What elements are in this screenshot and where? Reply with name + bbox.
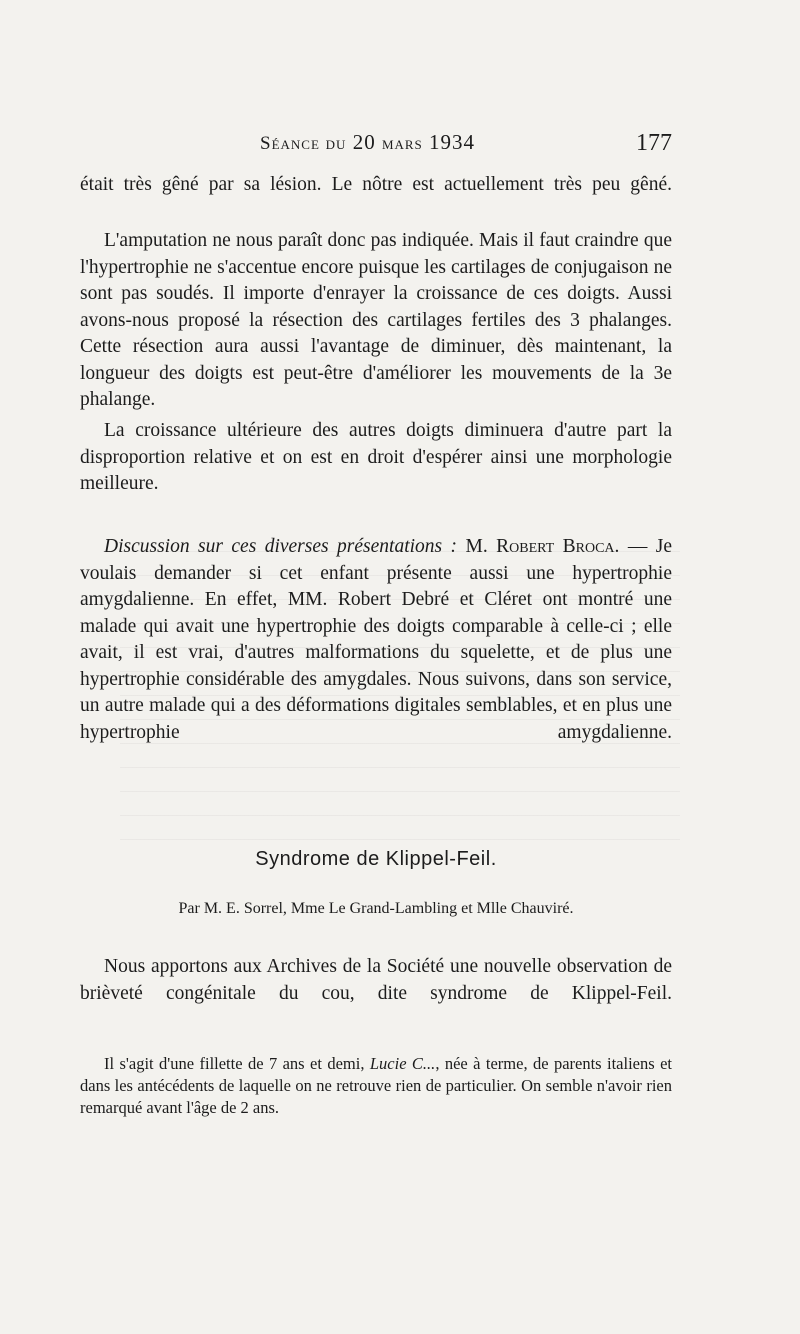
header-seance: Séance du [260,133,347,154]
header-title [260,130,475,155]
section-authors: Par M. E. Sorrel, Mme Le Grand-Lambling et Mlle Chauviré. [178,900,574,917]
page-number: 177 [636,130,672,156]
paragraph-6 [80,1053,672,1119]
discussion-paragraph [80,534,672,746]
paragraph-5 [80,954,672,1007]
header-month: mars [381,133,423,154]
discussion-label: Discussion sur ces diverses présentations : [104,536,458,557]
paragraph-1 [80,172,672,199]
header-day: 20 [352,130,376,154]
paragraph-6-text-a: Il s'agit d'une fillette de 7 ans et demi, [104,1054,370,1073]
paragraph-6-text-b: , née à terme, de parents italiens et dans les antécédents de laquelle on ne retrouve rien de particulier. On semble n'avoir rien remarqué avant l'âge de 2 ans. [80,1054,672,1117]
section-title: Syndrome de Klippel-Feil. [255,848,497,870]
running-header [80,130,672,162]
paragraph-5-text: Nous apportons aux Archives de la Société une nouvelle observation de brièveté congénitale du cou, dite syndrome de Klippel-Feil. [80,956,672,1004]
header-year: 1934 [429,130,476,154]
discussion-speaker: M. Robert Broca. — [465,536,648,557]
paragraph-3-text: La croissance ultérieure des autres doigts diminuera d'autre part la disproportion relative et on est en droit d'espérer ainsi une morphologie meilleure. [80,420,672,494]
paragraph-1-text: était très gêné par sa lésion. Le nôtre est actuellement très peu gêné. [80,174,672,195]
patient-name: Lucie C... [369,1054,436,1073]
paragraph-2 [80,228,672,414]
paragraph-2-text: L'amputation ne nous paraît donc pas indiquée. Mais il faut craindre que l'hypertrophie ne s'accentue encore puisque les cartilages de conjugaison ne sont pas soudés. Il importe d'enrayer la croissance de ces doigts. Aussi avons-nous proposé la résection des cartilages fertiles des 3 phalanges. Cette résection aura aussi l'avantage de diminuer, dès maintenant, la longueur des doigts est peut-être d'améliorer les mouvements de la 3e phalange. [80,230,672,410]
paragraph-3 [80,418,672,498]
paragraph-4-text: Je voulais demander si cet enfant présente aussi une hypertrophie amygdalienne. En effet, MM. Robert Debré et Cléret ont montré une malade qui avait une hypertrophie des doigts comparable à celle-ci ; elle avait, il est vrai, d'autres malformations du squelette, et de plus une hypertrophie considérable des amygdales. Nous suivons, dans son service, un autre malade qui a des déformations digitales semblables, et en plus une hypertrophie amygdalienne. [80,536,673,743]
